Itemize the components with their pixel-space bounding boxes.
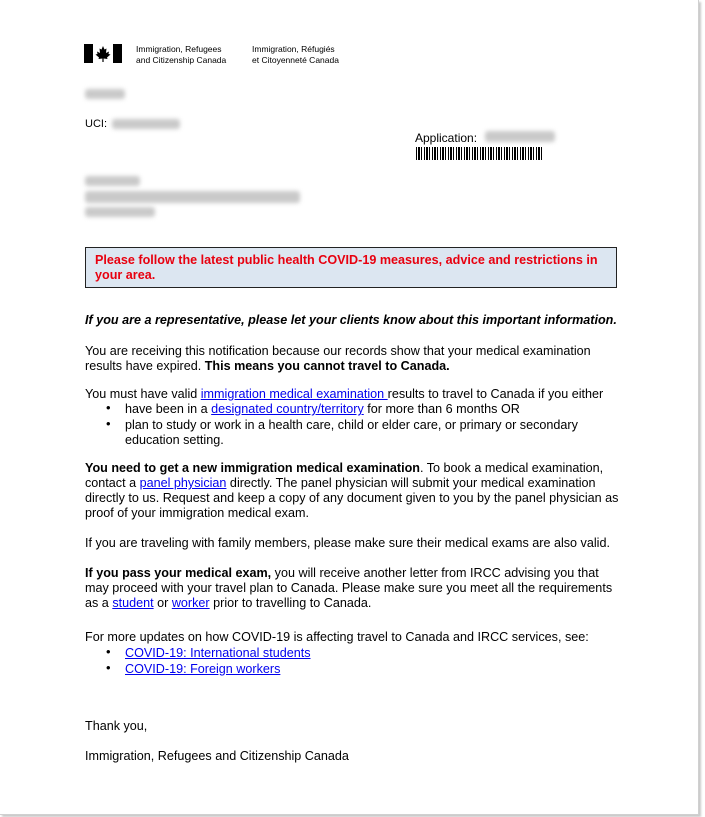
bullet-icon: • [106, 400, 111, 415]
paragraph-pass-exam: If you pass your medical exam, you will receive another letter from IRCC advising you that may proceed with your travel plan to Canada. Please make sure you meet all the requirements as a student or worker prior to travelling to Canada. [85, 566, 613, 610]
representative-note: If you are a representative, please let your clients know about this important information. [85, 313, 617, 327]
paragraph-updates: For more updates on how COVID-19 is affecting travel to Canada and IRCC services, see: [85, 630, 589, 644]
redacted-uci [112, 119, 180, 129]
paragraph-requirement: You must have valid immigration medical examination results to travel to Canada if you either [85, 387, 604, 401]
department-name-fr: Immigration, Réfugiés et Citoyenneté Canada [252, 44, 339, 65]
barcode [416, 147, 544, 160]
paragraph-family: If you are traveling with family members, please make sure their medical exams are also valid. [85, 536, 610, 550]
list-item: have been in a designated country/territory for more than 6 months OR [125, 402, 520, 416]
designated-country-link[interactable]: designated country/territory [211, 402, 364, 416]
covid-international-students-link[interactable]: COVID-19: International students [125, 646, 311, 660]
department-name-en: Immigration, Refugees and Citizenship Canada [136, 44, 227, 65]
redacted-address-line [85, 207, 155, 217]
application-label: Application: [415, 131, 478, 145]
covid-foreign-workers-link[interactable]: COVID-19: Foreign workers [125, 662, 281, 676]
student-link[interactable]: student [112, 596, 154, 610]
redacted-client-id [85, 89, 125, 99]
bullet-icon: • [106, 644, 111, 659]
redacted-address-line [85, 191, 300, 203]
redacted-address-line [85, 176, 140, 186]
covid-notice: Please follow the latest public health COVID-19 measures, advice and restrictions in your area. [85, 247, 617, 288]
bullet-icon: • [106, 416, 111, 431]
closing: Thank you, [85, 719, 148, 733]
canada-flag-icon [84, 44, 122, 63]
list-item: plan to study or work in a health care, child or elder care, or primary or secondary education setting. [125, 418, 578, 447]
bullet-icon: • [106, 660, 111, 675]
signature: Immigration, Refugees and Citizenship Canada [85, 749, 349, 763]
redacted-application-number [485, 131, 555, 142]
uci-label: UCI: [85, 118, 107, 130]
worker-link[interactable]: worker [171, 596, 210, 610]
paragraph-new-exam: You need to get a new immigration medical examination. To book a medical examination, contact a panel physician directly. The panel physician will submit your medical examination directly to us. Request and keep a copy of any document given to you by the panel physician as proof of your immigration medical exam. [85, 461, 619, 520]
immigration-medical-exam-link[interactable]: immigration medical examination [200, 387, 388, 401]
panel-physician-link[interactable]: panel physician [139, 476, 227, 490]
paragraph-expired: You are receiving this notification because our records show that your medical examination results have expired. This means you cannot travel to Canada. [85, 344, 591, 373]
